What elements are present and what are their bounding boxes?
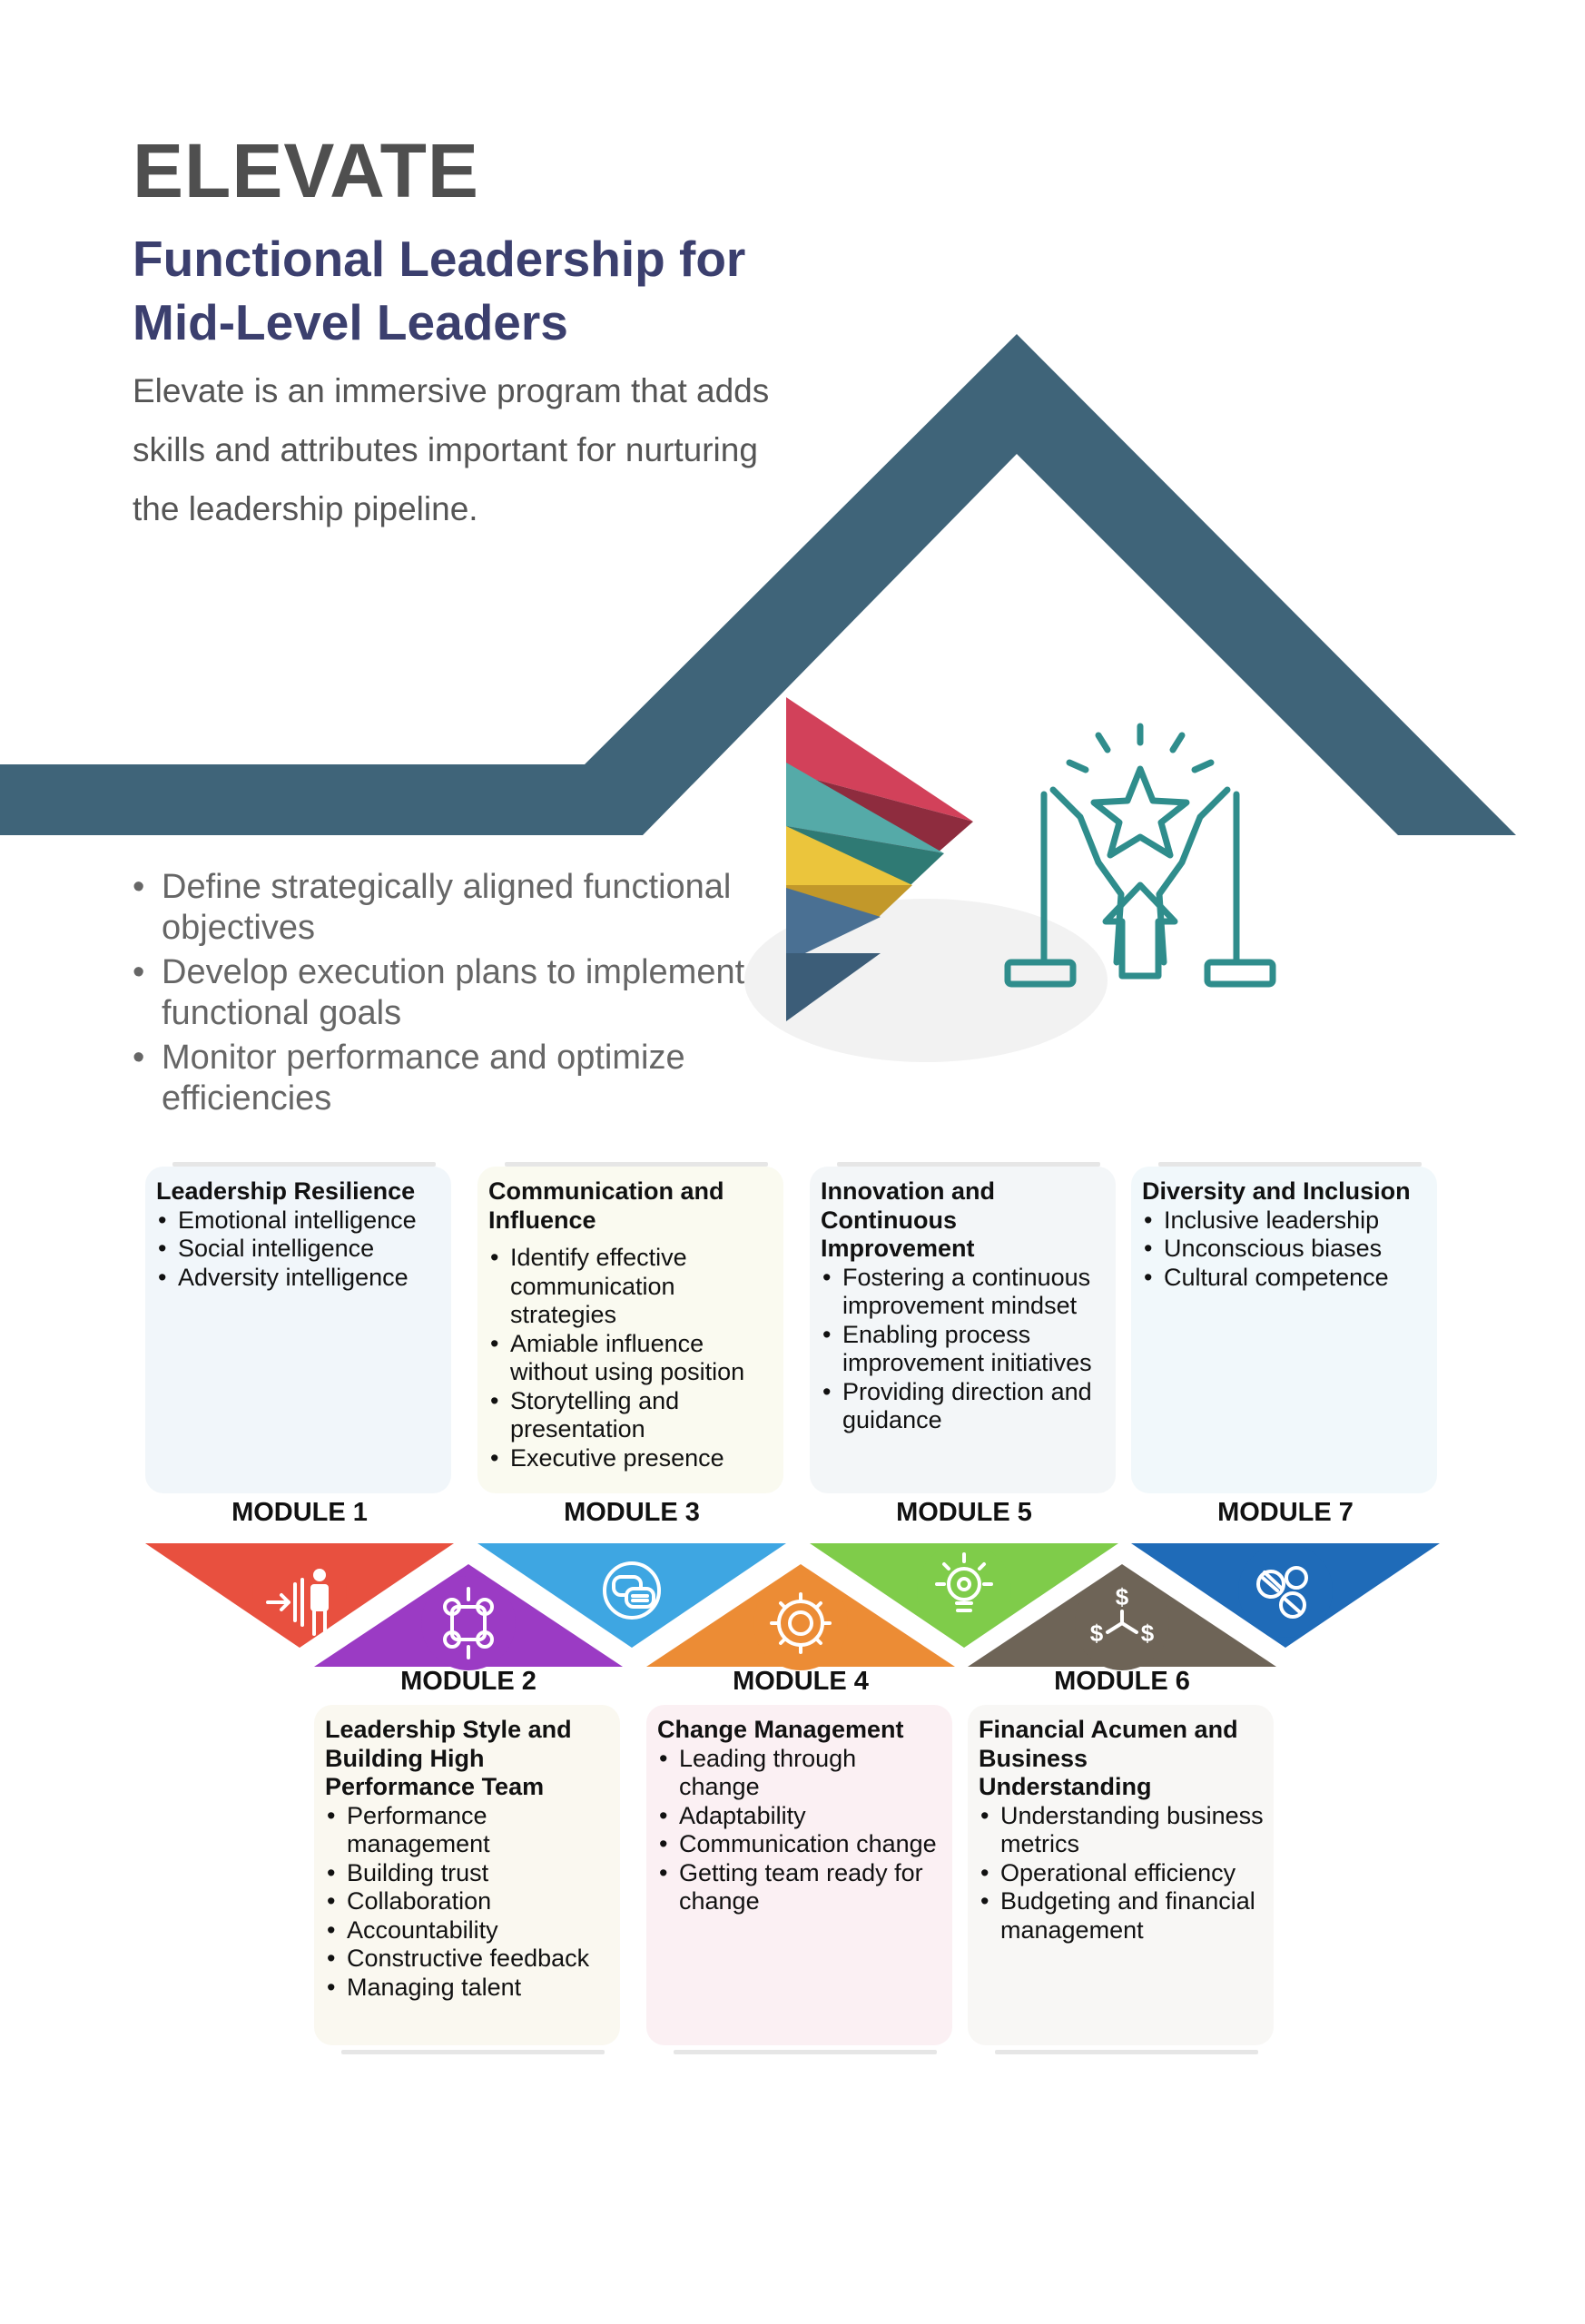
- card-bottom-bar: [674, 2050, 937, 2054]
- list-item: • Leading through change: [657, 1745, 943, 1802]
- list-item: • Social intelligence: [156, 1235, 442, 1264]
- list-item: • Budgeting and financial management: [979, 1887, 1265, 1945]
- module-6-items: [979, 1802, 1265, 1945]
- svg-text:$: $: [1140, 1620, 1155, 1647]
- list-item: • Inclusive leadership: [1142, 1206, 1428, 1236]
- module-3-title: Communication and Influence: [488, 1177, 724, 1234]
- list-item: • Communication change: [657, 1830, 943, 1859]
- module-3-label: MODULE 3: [564, 1498, 700, 1527]
- module-1-card: [145, 1167, 451, 1493]
- module-3-card: [477, 1167, 783, 1493]
- module-2-label: MODULE 2: [400, 1667, 537, 1696]
- list-item: • Operational efficiency: [979, 1859, 1265, 1888]
- intro-text: Elevate is an immersive program that adds skills and attributes important for nurturing the leadership pipeline.: [133, 372, 770, 527]
- list-item: • Identify effective communication strategies: [488, 1244, 774, 1330]
- module-6-title: Financial Acumen and Business Understanding: [979, 1716, 1238, 1800]
- list-item: • Unconscious biases: [1142, 1235, 1428, 1264]
- module-1-items: [156, 1206, 442, 1293]
- module-7-title: Diversity and Inclusion: [1142, 1177, 1411, 1205]
- module-5-title: Innovation and Continuous Improvement: [821, 1177, 995, 1262]
- module-4-items: [657, 1745, 943, 1916]
- page-title: ELEVATE: [133, 128, 479, 213]
- module-6-card: [968, 1705, 1274, 2045]
- objective-item: • Develop execution plans to implement functional goals: [133, 952, 750, 1034]
- list-item: • Understanding business metrics: [979, 1802, 1265, 1859]
- card-bottom-bar: [995, 2050, 1258, 2054]
- module-2-items: [325, 1802, 611, 2003]
- list-item: • Performance management: [325, 1802, 611, 1859]
- list-item: • Emotional intelligence: [156, 1206, 442, 1236]
- list-item: • Amiable influence without using position: [488, 1330, 774, 1387]
- module-4-card: [646, 1705, 952, 2045]
- module-7-card: [1131, 1167, 1437, 1493]
- module-3-items: [488, 1244, 774, 1472]
- module-1-title: Leadership Resilience: [156, 1177, 416, 1205]
- list-item: • Collaboration: [325, 1887, 611, 1916]
- card-bottom-bar: [341, 2050, 605, 2054]
- svg-text:$: $: [1115, 1583, 1129, 1610]
- list-item: • Managing talent: [325, 1974, 611, 2003]
- list-item: • Getting team ready for change: [657, 1859, 943, 1916]
- module-4-label: MODULE 4: [733, 1667, 869, 1696]
- list-item: • Providing direction and guidance: [821, 1378, 1107, 1435]
- svg-text:$: $: [1089, 1620, 1104, 1647]
- list-item: • Fostering a continuous improvement mindset: [821, 1264, 1107, 1321]
- module-4-title: Change Management: [657, 1716, 904, 1743]
- list-item: • Adaptability: [657, 1802, 943, 1831]
- list-item: • Accountability: [325, 1916, 611, 1945]
- page-subtitle: Functional Leadership for Mid-Level Leaders: [133, 231, 746, 350]
- objective-item: • Monitor performance and optimize efficiencies: [133, 1038, 750, 1119]
- list-item: • Constructive feedback: [325, 1945, 611, 1974]
- objectives-list: [133, 867, 750, 1123]
- list-item: • Cultural competence: [1142, 1264, 1428, 1293]
- list-item: • Building trust: [325, 1859, 611, 1888]
- list-item: • Storytelling and presentation: [488, 1387, 774, 1444]
- module-6-label: MODULE 6: [1054, 1667, 1190, 1696]
- module-7-label: MODULE 7: [1217, 1498, 1354, 1527]
- module-2-title: Leadership Style and Building High Performance Team: [325, 1716, 572, 1800]
- list-item: • Enabling process improvement initiatives: [821, 1321, 1107, 1378]
- module-1-label: MODULE 1: [231, 1498, 368, 1527]
- module-5-items: [821, 1264, 1107, 1435]
- list-item: • Executive presence: [488, 1444, 774, 1473]
- module-5-label: MODULE 5: [896, 1498, 1032, 1527]
- module-7-items: [1142, 1206, 1428, 1293]
- list-item: • Adversity intelligence: [156, 1264, 442, 1293]
- objective-item: • Define strategically aligned functional objectives: [133, 867, 750, 949]
- module-2-card: [314, 1705, 620, 2045]
- module-5-card: [810, 1167, 1116, 1493]
